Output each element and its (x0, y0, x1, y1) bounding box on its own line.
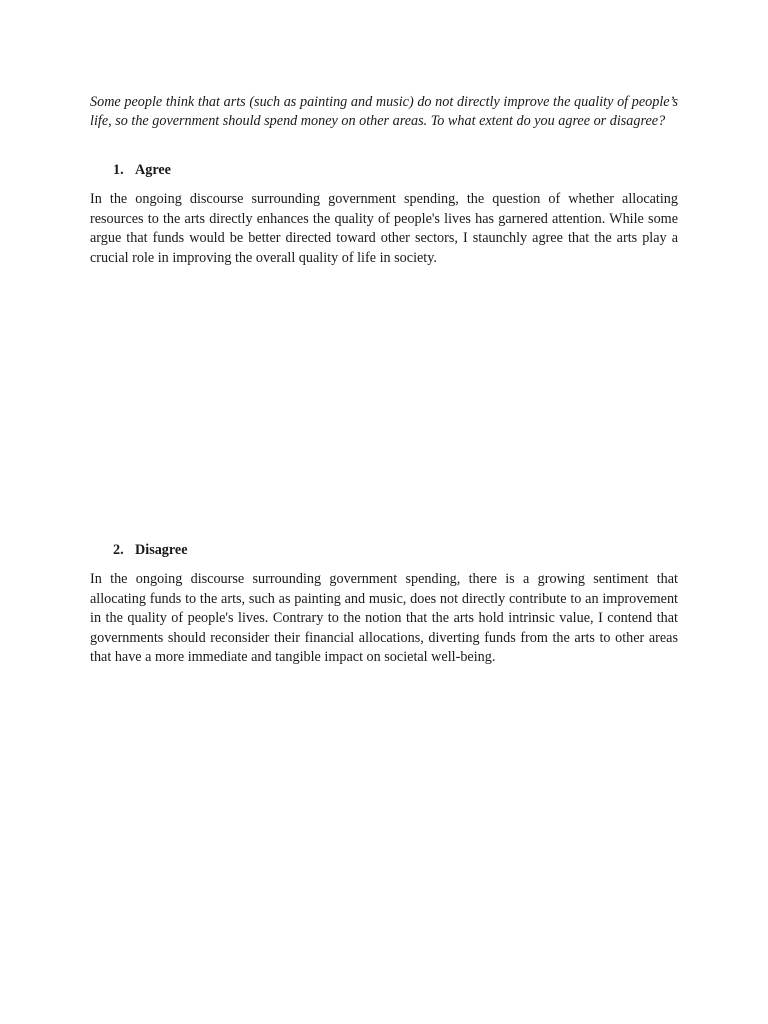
section-number: 2. (113, 542, 124, 558)
section-heading-disagree (113, 541, 188, 560)
section-heading-agree (113, 161, 171, 180)
section-number: 1. (113, 162, 124, 178)
essay-prompt: Some people think that arts (such as painting and music) do not directly improve the quality of people’s life, so the government should spend money on other areas. To what extent do you agree or disagree? (90, 94, 678, 129)
agree-paragraph: In the ongoing discourse surrounding government spending, the question of whether allocating resources to the arts directly enhances the quality of people's lives has garnered attention. While some argue that funds would be better directed toward other sectors, I staunchly agree that the arts play a crucial role in improving the overall quality of life in society. (90, 191, 678, 266)
disagree-paragraph: In the ongoing discourse surrounding government spending, there is a growing sentiment that allocating funds to the arts, such as painting and music, does not directly contribute to an improvement in the quality of people's lives. Contrary to the notion that the arts hold intrinsic value, I contend that governments should reconsider their financial allocations, diverting funds from the arts to other areas that have a more immediate and tangible impact on societal well-being. (90, 571, 678, 665)
section-title: Agree (135, 162, 171, 178)
section-title: Disagree (135, 542, 188, 558)
